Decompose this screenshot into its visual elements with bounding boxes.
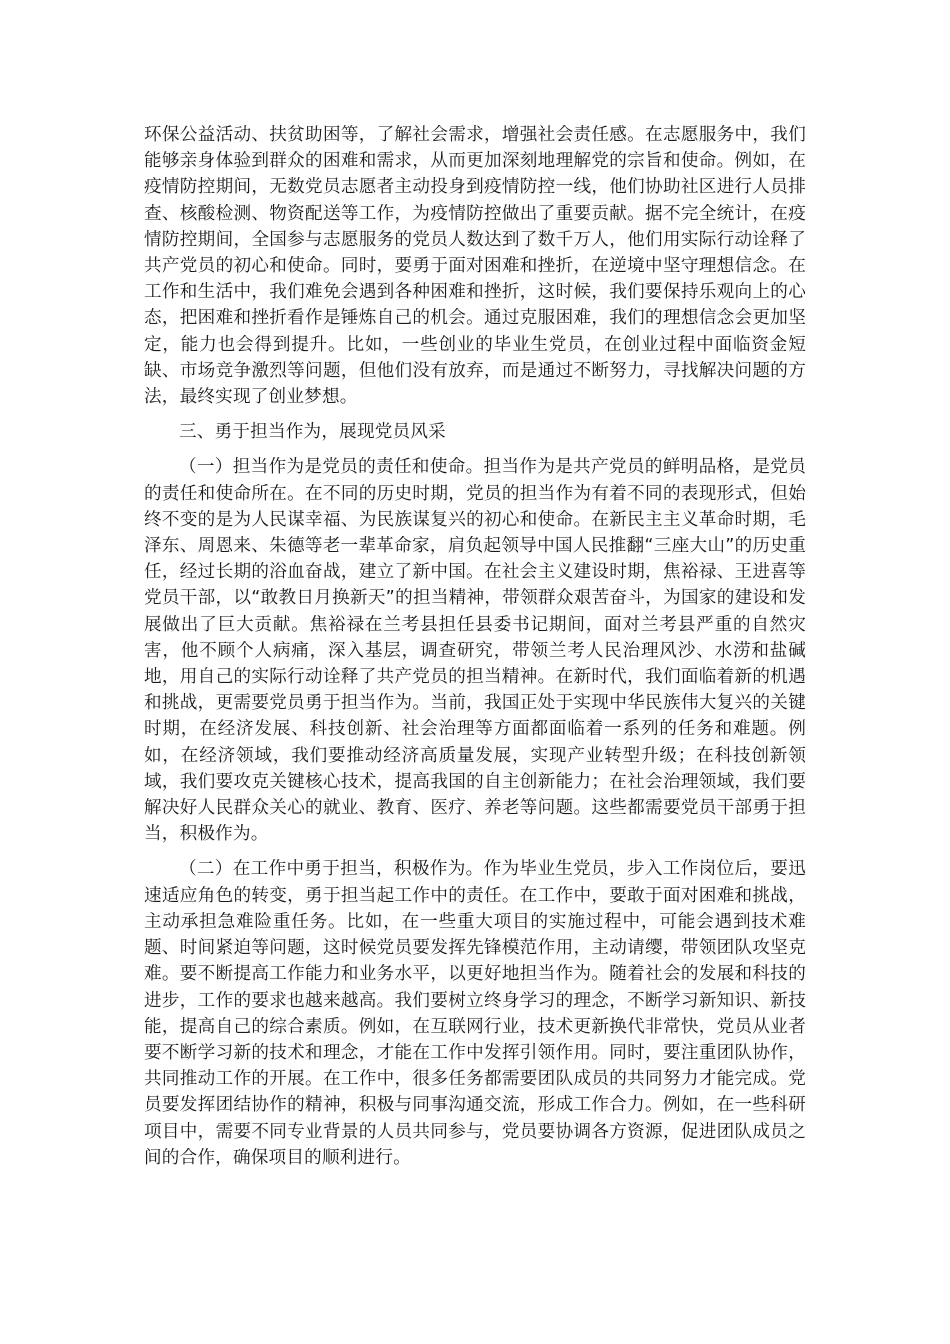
paragraph-responsibility: （一）担当作为是党员的责任和使命。担当作为是共产党员的鲜明品格，是党员的责任和使命所在。在不同的历史时期，党员的担当作为有着不同的表现形式，但始终不变的是为人民谋幸福、为民族谋复兴的初心和使命。在新民主主义革命时期，毛泽东、周恩来、朱德等老一辈革命家，肩负起领导中国人民推翻“三座大山”的历史重任，经过长期的浴血奋战，建立了新中国。在社会主义建设时期，焦裕禄、王进喜等党员干部，以“敢教日月换新天”的担当精神，带领群众艰苦奋斗，为国家的建设和发展做出了巨大贡献。焦裕禄在兰考县担任县委书记期间，面对兰考县严重的自然灾害，他不顾个人病痛，深入基层，调查研究，带领兰考人民治理风沙、水涝和盐碱地，用自己的实际行动诠释了共产党员的担当精神。在新时代，我们面临着新的机遇和挑战，更需要党员勇于担当作为。当前，我国正处于实现中华民族伟大复兴的关键时期，在经济发展、科技创新、社会治理等方面都面临着一系列的任务和难题。例如，在经济领域，我们要推动经济高质量发展，实现产业转型升级；在科技创新领域，我们要攻克关键核心技术，提高我国的自主创新能力；在社会治理领域，我们要解决好人民群众关心的就业、教育、医疗、养老等问题。这些都需要党员干部勇于担当，积极作为。 [144, 457, 806, 845]
section-heading: 三、勇于担当作为，展现党员风采 [179, 422, 446, 443]
paragraph-work-duty: （二）在工作中勇于担当，积极作为。作为毕业生党员，步入工作岗位后，要迅速适应角色的转变，勇于担当起工作中的责任。在工作中，要敢于面对困难和挑战，主动承担急难险重任务。比如，在一些重大项目的实施过程中，可能会遇到技术难题、时间紧迫等问题，这时候党员要发挥先锋模范作用，主动请缨，带领团队攻坚克难。要不断提高工作能力和业务水平，以更好地担当作为。随着社会的发展和科技的进步，工作的要求也越来越高。我们要树立终身学习的理念，不断学习新知识、新技能，提高自己的综合素质。例如，在互联网行业，技术更新换代非常快，党员从业者要不断学习新的技术和理念，才能在工作中发挥引领作用。同时，要注重团队协作，共同推动工作的开展。在工作中，很多任务都需要团队成员的共同努力才能完成。党员要发挥团结协作的精神，积极与同事沟通交流，形成工作合力。例如，在一些科研项目中，需要不同专业背景的人员共同参与，党员要协调各方资源，促进团队成员之间的合作，确保项目的顺利进行。 [144, 859, 806, 1168]
continuation-paragraph: 环保公益活动、扶贫助困等，了解社会需求，增强社会责任感。在志愿服务中，我们能够亲身体验到群众的困难和需求，从而更加深刻地理解党的宗旨和使命。例如，在疫情防控期间，无数党员志愿者主动投身到疫情防控一线，他们协助社区进行人员排查、核酸检测、物资配送等工作，为疫情防控做出了重要贡献。据不完全统计，在疫情防控期间，全国参与志愿服务的党员人数达到了数千万人，他们用实际行动诠释了共产党员的初心和使命。同时，要勇于面对困难和挫折，在逆境中坚守理想信念。在工作和生活中，我们难免会遇到各种困难和挫折，这时候，我们要保持乐观向上的心态，把困难和挫折看作是锤炼自己的机会。通过克服困难，我们的理想信念会更加坚定，能力也会得到提升。比如，一些创业的毕业生党员，在创业过程中面临资金短缺、市场竞争激烈等问题，但他们没有放弃，而是通过不断努力，寻找解决问题的方法，最终实现了创业梦想。 [144, 125, 806, 408]
document-body [144, 122, 806, 1180]
